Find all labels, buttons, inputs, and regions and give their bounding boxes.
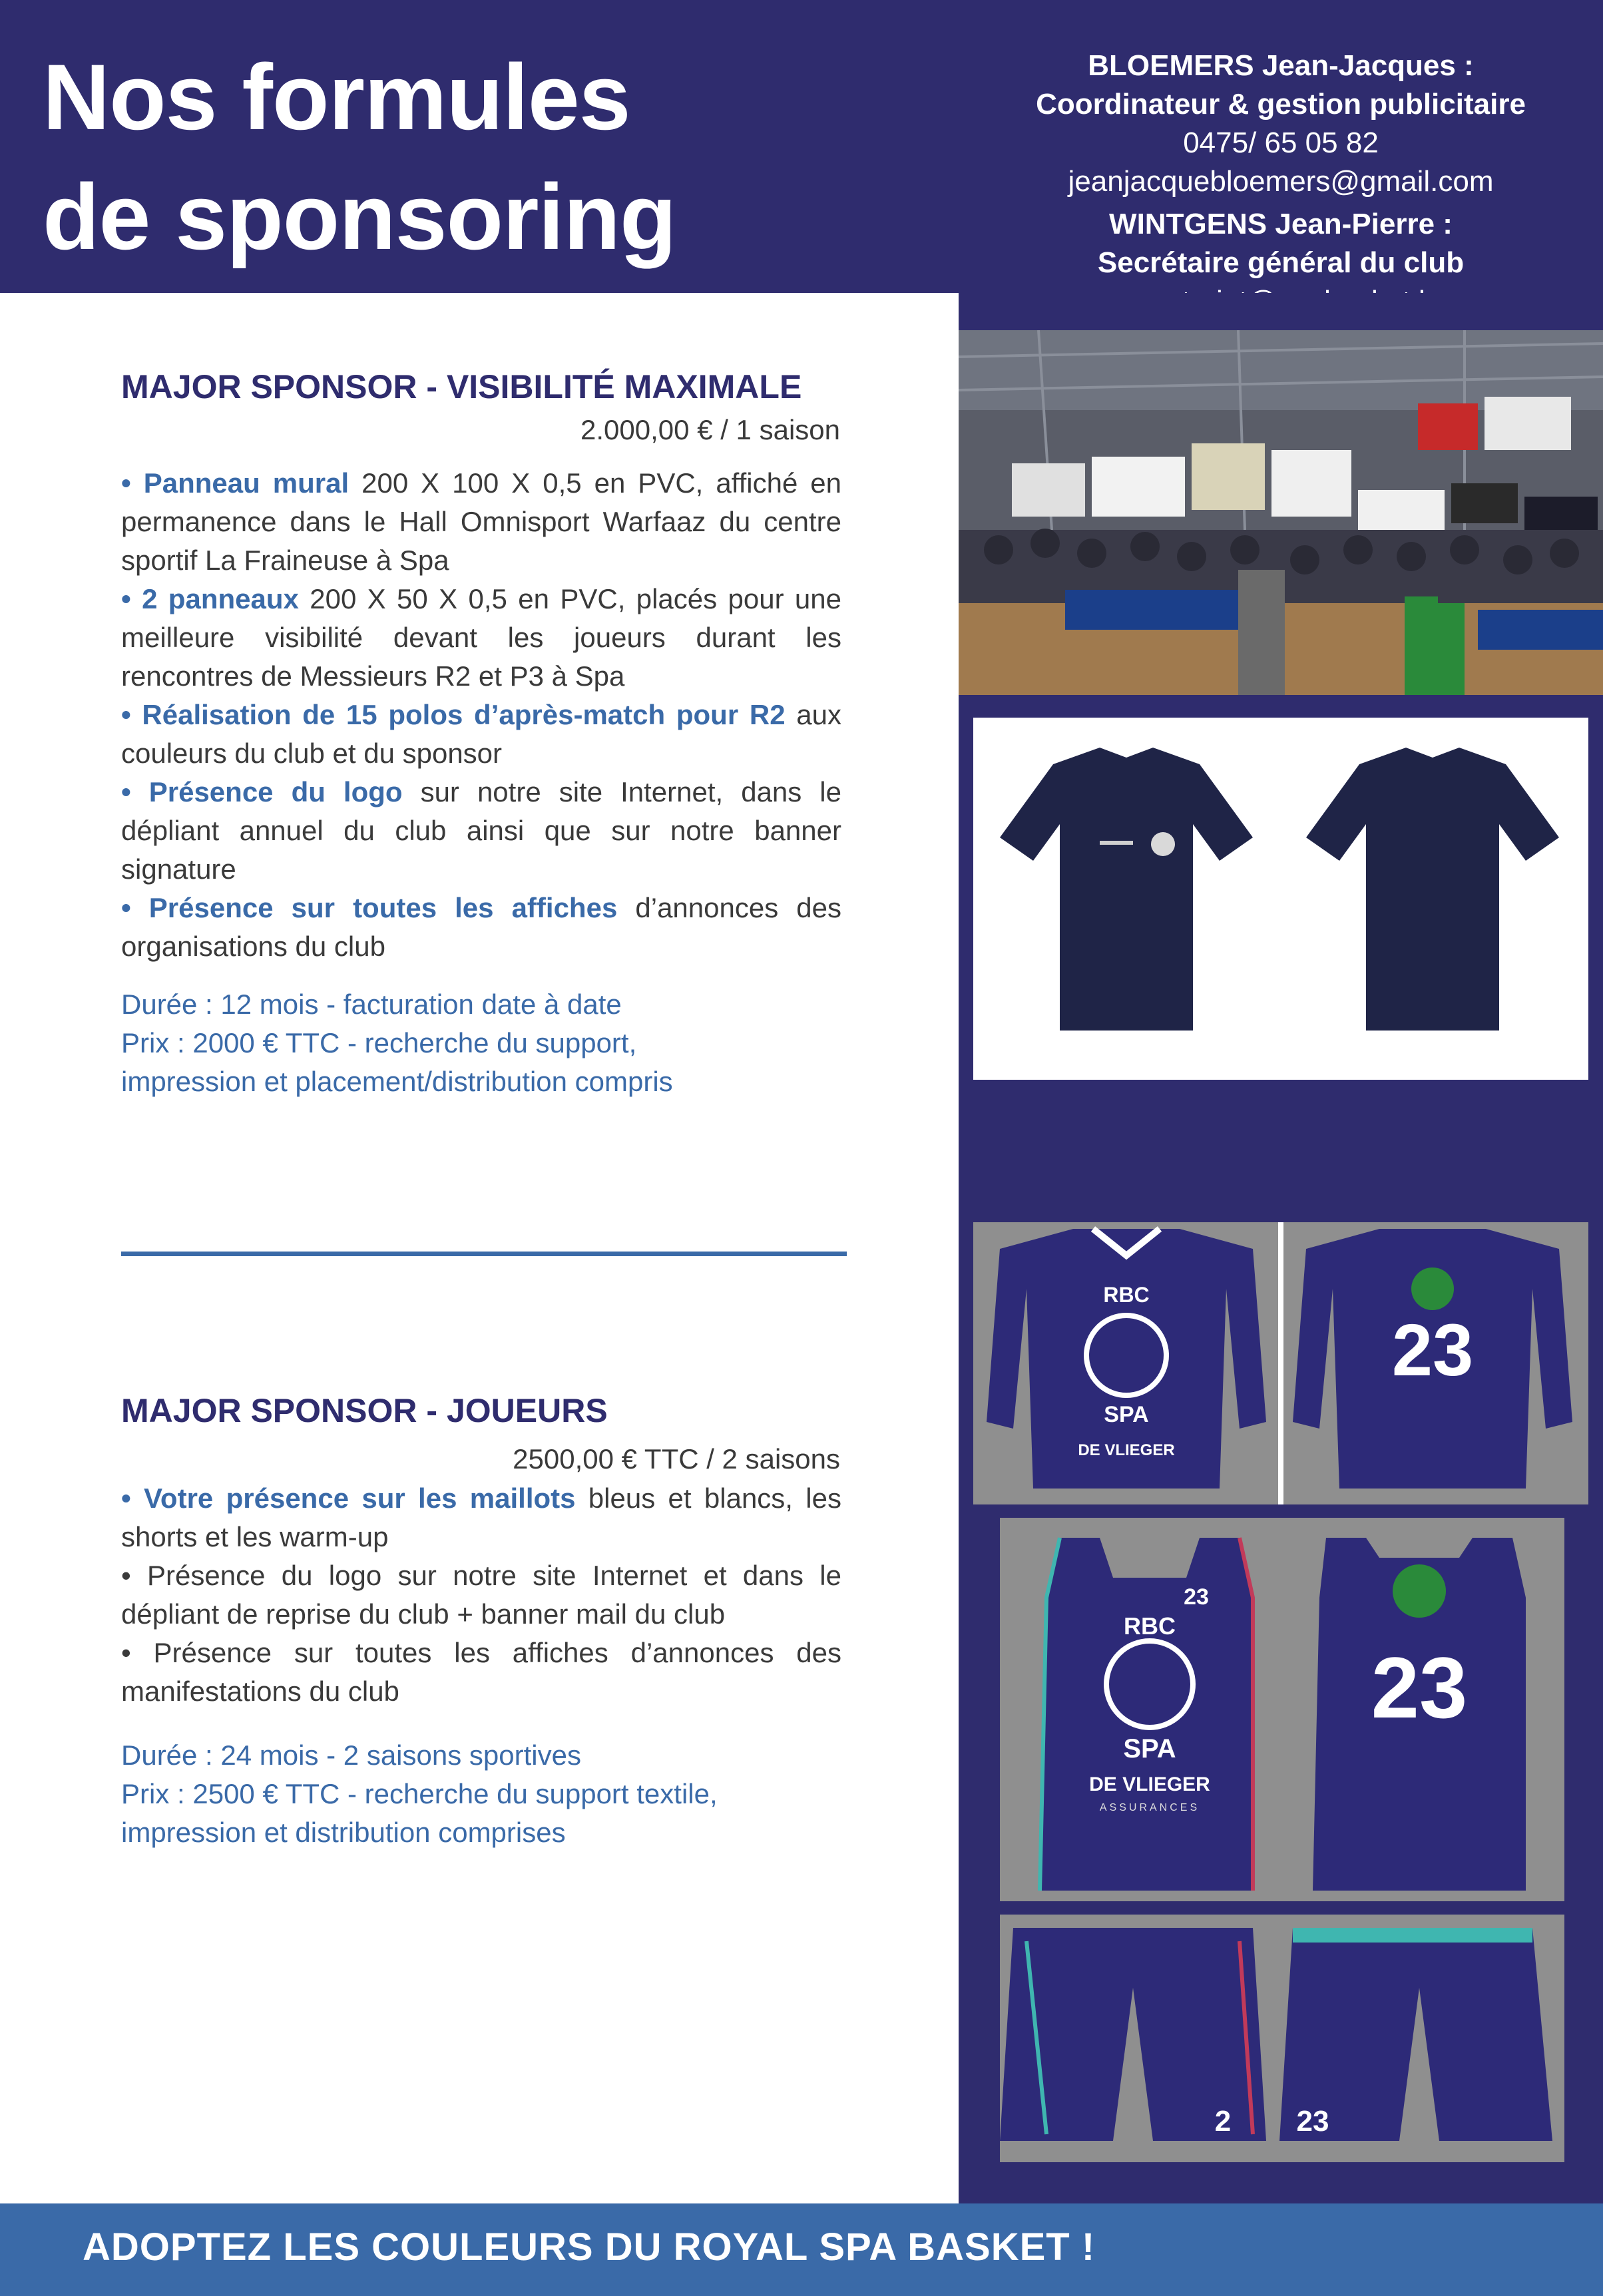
bullet-text: bleus et blancs, les shorts et les warm-up <box>121 1483 841 1552</box>
contact1-name: BLOEMERS Jean-Jacques : <box>1088 49 1474 82</box>
bullet-text: 200 X 100 X 0,5 en PVC, affiché en permanence dans le Hall Omnisport Warfaaz du centre sportif La Fraineuse à Spa <box>121 467 842 576</box>
bullet-highlight: Réalisation de 15 polos d’après-match pour R2 <box>142 699 786 730</box>
bullet-item <box>121 773 841 889</box>
bullet-item <box>121 1634 841 1711</box>
footer-banner <box>0 2203 1603 2296</box>
section1-bullets <box>121 464 841 966</box>
section2-info <box>121 1736 853 1852</box>
section2-price: 2500,00 € TTC / 2 saisons <box>513 1443 840 1475</box>
bullet-highlight: Présence sur toutes les affiches <box>148 892 618 923</box>
bullet-highlight: 2 panneaux <box>142 583 299 614</box>
bullet-text: • Présence du logo sur notre site Internet et dans le dépliant de reprise du club + banner mail du club <box>121 1560 841 1630</box>
section2-bullets <box>121 1479 841 1711</box>
contact2-role: Secrétaire général du club <box>1097 246 1465 279</box>
bullet-marker: • <box>121 467 144 499</box>
section1-price: 2.000,00 € / 1 saison <box>580 414 840 445</box>
tank-city-text: SPA <box>1123 1734 1176 1763</box>
section2-prix-1: Prix : 2500 € TTC - recherche du support textile, <box>121 1778 718 1809</box>
section2-duree: Durée : 24 mois - 2 saisons sportives <box>121 1739 581 1771</box>
bullet-item <box>121 1556 841 1634</box>
tank-club-text: RBC <box>1124 1612 1176 1640</box>
bullet-marker: • <box>121 892 149 923</box>
tank-front-number: 23 <box>1184 1584 1209 1610</box>
lsjersey-sponsor-text: DE VLIEGER <box>1078 1441 1175 1459</box>
header-banner <box>0 0 1603 293</box>
section-divider <box>121 1252 847 1256</box>
title-line-2: de sponsoring <box>43 164 676 269</box>
bullet-text: d’annonces des organisations du club <box>121 892 841 962</box>
shorts-front-number: 2 <box>1214 2105 1232 2138</box>
game-jersey-image <box>1000 1518 1564 1901</box>
polo-shirts-image <box>973 718 1588 1080</box>
bullet-highlight: Votre présence sur les maillots <box>144 1483 576 1514</box>
bullet-text: 200 X 50 X 0,5 en PVC, placés pour une meilleure visibilité devant les joueurs durant les rencontres de Messieurs R2 et P3 à Spa <box>121 583 841 692</box>
section2-title: MAJOR SPONSOR - JOUEURS <box>121 1392 608 1429</box>
tank-back-number: 23 <box>1371 1639 1468 1736</box>
section1-duree: Durée : 12 mois - facturation date à date <box>121 989 622 1020</box>
bullet-item <box>121 1479 841 1556</box>
bullet-highlight: Présence du logo <box>148 776 403 807</box>
page-title <box>43 37 676 277</box>
shorts-image <box>1000 1915 1564 2162</box>
bullet-marker: • <box>121 776 149 807</box>
section1-title: MAJOR SPONSOR - VISIBILITÉ MAXIMALE <box>121 368 802 405</box>
bullet-item <box>121 889 841 966</box>
contact2-name: WINTGENS Jean-Pierre : <box>1109 208 1453 240</box>
title-line-1: Nos formules <box>43 45 630 149</box>
contact1-email[interactable]: jeanjacquebloemers@gmail.com <box>1068 165 1494 198</box>
lsjersey-city-text: SPA <box>1104 1402 1149 1427</box>
bullet-item <box>121 580 841 696</box>
contact1-phone: 0475/ 65 05 82 <box>1183 126 1379 159</box>
bullet-marker: • <box>121 699 142 730</box>
shorts-back-number: 23 <box>1296 2105 1329 2138</box>
warmup-jersey-image <box>973 1222 1588 1504</box>
bullet-item <box>121 464 841 580</box>
bullet-text: aux couleurs du club et du sponsor <box>121 699 841 769</box>
tank-sponsor-text: DE VLIEGER <box>1089 1773 1210 1795</box>
footer-slogan: ADOPTEZ LES COULEURS DU ROYAL SPA BASKET ! <box>83 2225 1096 2269</box>
lsjersey-club-text: RBC <box>1103 1283 1150 1307</box>
tank-sponsor-subtext: ASSURANCES <box>1099 1802 1200 1813</box>
bullet-highlight: Panneau mural <box>143 467 349 499</box>
bullet-text: • Présence sur toutes les affiches d’annonces des manifestations du club <box>121 1637 841 1707</box>
gym-photo <box>959 330 1603 695</box>
section1-info <box>121 985 853 1101</box>
header-title-block <box>0 0 959 293</box>
section1-prix-1: Prix : 2000 € TTC - recherche du support, <box>121 1027 637 1058</box>
contact1-role: Coordinateur & gestion publicitaire <box>1036 88 1526 120</box>
bullet-item <box>121 696 841 773</box>
bullet-marker: • <box>121 583 142 614</box>
section1-prix-2: impression et placement/distribution compris <box>121 1066 673 1097</box>
bullet-text: sur notre site Internet, dans le dépliant annuel du club ainsi que sur notre banner signature <box>121 776 842 885</box>
section2-prix-2: impression et distribution comprises <box>121 1817 566 1848</box>
bullet-marker: • <box>121 1483 144 1514</box>
contact-block <box>959 47 1603 321</box>
lsjersey-number: 23 <box>1391 1309 1474 1391</box>
